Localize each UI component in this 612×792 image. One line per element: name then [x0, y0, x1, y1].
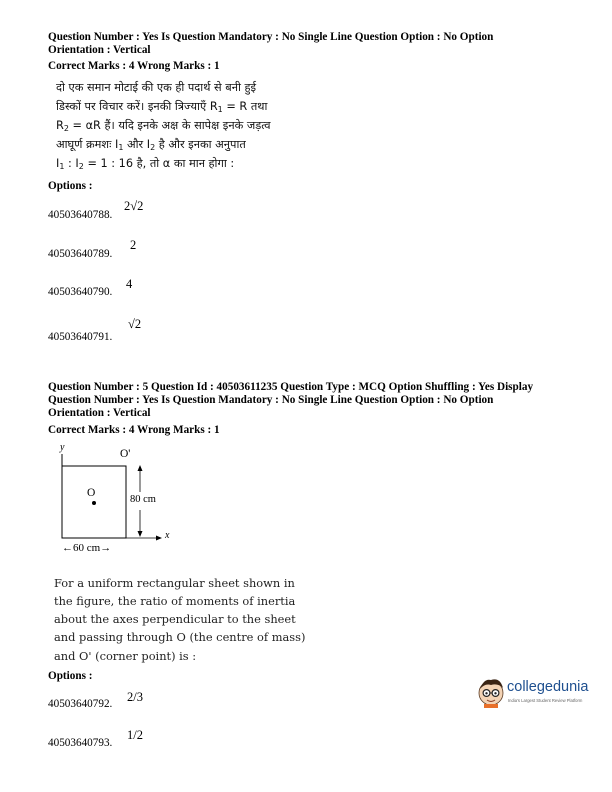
logo-wordmark: collegedunia	[507, 679, 589, 695]
q4-options-label: Options :	[48, 180, 93, 192]
q4-option-1-value: 2√2	[124, 199, 144, 213]
q5-corner-label: O'	[120, 448, 131, 460]
q5-x-label: x	[165, 530, 170, 541]
q4-option-4-id: 40503640791.	[48, 331, 113, 343]
q5-body-line-2: the figure, the ratio of moments of inertia	[54, 594, 296, 608]
q5-option-2-id: 40503640793.	[48, 737, 113, 749]
q5-option-1-value: 2/3	[127, 690, 143, 704]
q4-option-1-id: 40503640788.	[48, 209, 113, 221]
q4-option-2-value: 2	[130, 238, 137, 252]
q4-body-line-5: $I_1$ : $I_2 = 1$ : 16 है, तो α का मान होगा :	[56, 157, 235, 171]
q4-option-3-value: 4	[126, 277, 133, 291]
q4-body-line-2: डिस्कों पर विचार करें। इनकी त्रिज्याएँ $R_1 = R$ तथा	[56, 100, 268, 114]
q5-center-dot	[92, 501, 96, 505]
q4-header-line-1: Question Number : Yes Is Question Mandatory : No Single Line Question Option : No Option	[48, 31, 494, 43]
q4-option-2-id: 40503640789.	[48, 248, 113, 260]
q5-header-line-2: Question Number : Yes Is Question Mandatory : No Single Line Question Option : No Option	[48, 394, 494, 406]
q4-marks: Correct Marks : 4 Wrong Marks : 1	[48, 60, 220, 72]
q5-height-arrowhead-down	[138, 531, 143, 537]
q4-option-4-value: √2	[128, 317, 142, 331]
q4-option-3-id: 40503640790.	[48, 286, 113, 298]
q5-option-1-id: 40503640792.	[48, 698, 113, 710]
q4-body-line-4: आघूर्ण क्रमशः $I_1$ और $I_2$ है और इनका अनुपात	[56, 138, 246, 152]
q4-body-line-3: $R_2 = \alpha R$ हैं। यदि इनके अक्ष के सापेक्ष इनके जड़त्व	[56, 119, 271, 133]
q4-body-line-1: दो एक समान मोटाई की एक ही पदार्थ से बनी हुई	[56, 81, 257, 94]
q5-height-label: 80 cm	[130, 494, 156, 505]
q5-body-line-3: about the axes perpendicular to the sheet	[54, 612, 296, 626]
q5-x-arrowhead	[156, 536, 162, 541]
q5-width-label: ←60 cm→	[62, 542, 112, 554]
q5-height-arrowhead-up	[138, 465, 143, 471]
collegedunia-logo	[476, 676, 602, 710]
q5-body-line-5: and O' (corner point) is :	[54, 649, 197, 663]
q5-body-line-4: and passing through O (the centre of mass)	[54, 630, 306, 644]
q5-figure	[52, 440, 192, 560]
q5-center-label: O	[87, 487, 96, 499]
q5-header-line-3: Orientation : Vertical	[48, 407, 151, 419]
q5-y-label: y	[60, 442, 65, 453]
q5-marks: Correct Marks : 4 Wrong Marks : 1	[48, 424, 220, 436]
q5-option-2-value: 1/2	[127, 728, 143, 742]
q4-header-line-2: Orientation : Vertical	[48, 44, 151, 56]
q5-header-line-1: Question Number : 5 Question Id : 40503611235 Question Type : MCQ Option Shuffling : Yes Display	[48, 381, 534, 393]
mascot-icon	[476, 676, 506, 708]
logo-tagline: India's Largest Student Review Platform	[508, 698, 583, 703]
q5-body-line-1: For a uniform rectangular sheet shown in	[54, 576, 295, 590]
q5-options-label: Options :	[48, 670, 93, 682]
